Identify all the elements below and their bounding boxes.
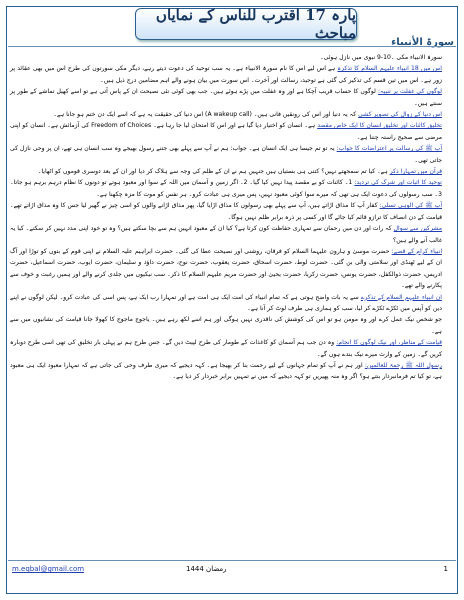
paragraph (10, 109, 442, 120)
header-divider (8, 46, 456, 47)
paragraph: سورۃ الانبیاء مکی ۔10-9 نبوی میں نازل ہوئی۔ (320, 54, 442, 61)
paragraph (10, 177, 442, 200)
footer-divider (8, 560, 456, 561)
footer-month: رمضان 1444 (186, 565, 227, 573)
email-link[interactable]: m.eqbal@gmail.com (12, 565, 85, 573)
highlight: تخلیق کائنات اور تخلیق انسان کا ایک خاص مقصد (317, 122, 443, 130)
paragraph-text: ہے۔ انسان کو اختیار دیا گیا ہے اور اس کا امتحان لیا جا رہا ہے۔ Freedom of Choices کی آزمائش ہے۔ انسان کو اپنی مرضی سے صحیح راستہ چننا ہے۔ (10, 122, 442, 141)
highlight: اس دنیا کے زوال کی تصویر کشی (358, 111, 442, 119)
paragraph: جو شخص نیک عمل کرے اور وہ مومن ہو تو اس کی کوشش کی ناقدری نہیں ہوگی اور ہم اسے لکھ رہے ہیں۔ یاجوج ماجوج کا کھولا جانا قیامت کی نشانیوں میں سے ہے۔ (10, 316, 442, 335)
highlight: مشرکین سے سوال (393, 225, 443, 233)
surah-heading: سورۃ الأنبیاء (391, 37, 454, 48)
paragraph (10, 86, 442, 109)
highlight: رسول اللہ ﷺ رحمۃ للعالمین: (364, 361, 442, 369)
highlight: اس میں 18 انبیاء علیہم السلام کا تذکرہ (337, 65, 442, 73)
paragraph-text: 1۔ کائنات کو بے مقصد پیدا نہیں کیا گیا۔ 2۔ اگر زمین و آسمان میں اللہ کے سوا اور معبود ہوتے تو دونوں کا نظام درہم برہم ہو جاتا۔ 3۔ سب رسولوں کی دعوت ایک ہی تھی کہ میرے سوا کوئی معبود نہیں، پس میری ہی عبادت کرو۔ ہر نفس کو موت کا مزہ چکھنا ہے۔ (10, 179, 442, 198)
paragraph-text: یہ تو تم جیسا ہی ایک انسان ہے۔ جواب: ہم نے آپ سے پہلے بھی جتنے رسول بھیجے وہ سب انسان ہی تھے، ان پر وحی نازل کی جاتی تھی۔ (10, 145, 442, 164)
paragraph (10, 223, 442, 246)
paragraph-text: حضرت موسیٰ و ہارون علیہما السلام کو فرقان، روشنی اور نصیحت عطا کی گئی۔ حضرت ابراہیم علیہ السلام نے اپنی قوم کے بتوں کو توڑا اور آگ ان کے لیے ٹھنڈی اور سلامتی والی بن گئی۔ حضرت لوط، حضرت اسحاق، حضرت یعقوب، حضرت نوح، حضرت داؤد و سلیمان، حضرت ایوب، حضرت اسماعیل، حضرت ادریس، حضرت ذوالکفل، حضرت یونس، حضرت زکریا، حضرت یحییٰ اور حضرت مریم علیہم السلام کا ذکر۔ سب نیکیوں میں جلدی کرنے والے اور ہمیں رغبت و خوف سے پکارنے والے تھے۔ (10, 247, 442, 290)
paragraph (10, 200, 442, 223)
paragraph (10, 120, 442, 143)
paragraph (10, 337, 442, 360)
paragraph (10, 63, 442, 86)
paragraph-text: کہ رات اور دن میں رحمان سے تمہاری حفاظت کون کرتا ہے؟ کیا ان کے معبود انہیں ہم سے بچا سکتے ہیں؟ وہ تو خود اپنی مدد نہیں کر سکتے۔ کیا یہ غالب آنے والے ہیں؟ (10, 225, 442, 244)
paragraph (10, 143, 442, 166)
paragraph-text: ہے اس لیے اس کا نام سورۃ الانبیاء ہے۔ یہ سب توحید کی دعوت دیتے رہے، دیگر مکی سورتوں کی طرح اس میں بھی عقائد پر زور ہے۔ اس میں تین قسم کی تذکیر کی گئی ہے توحید، رسالت اور آخرت۔ اس سورت میں بیان ہونے والے اہم مضامین درج ذیل ہیں۔ (10, 65, 442, 84)
paragraph-text: اور ہم نے آپ کو تمام جہانوں کے لیے رحمت بنا کر بھیجا ہے۔ کہہ دیجیے کہ میری طرف وحی کی جاتی ہے کہ تمہارا معبود ایک ہی معبود ہے، تو کیا تم فرمانبردار بنتے ہو؟ اگر وہ منہ پھیریں تو کہہ دیجیے کہ میں نے تمہیں برابر خبردار کر دیا ہے۔ (10, 361, 442, 381)
highlight: انبیاء کرام کے قصے: (391, 247, 443, 255)
paragraph-text: کہ یہ دنیا اور اس کی رونقیں فانی ہیں۔ (A wakeup call) اس دنیا کی حقیقت یہ ہے کہ اسے ایک دن ختم ہو جانا ہے۔ (53, 111, 357, 119)
article-body (10, 52, 442, 383)
paragraph (10, 292, 442, 315)
paragraph-text: لوگوں کا حساب قریب آچکا ہے اور وہ غفلت میں پڑے ہوئے ہیں۔ جب بھی کوئی نئی نصیحت ان کے پاس آتی ہے تو اسے کھیل تماشے کے طور پر سنتے ہیں۔ (10, 88, 442, 107)
page-title: پارہ 17 اقترب للناس کے نمایاں مباحث (155, 6, 356, 42)
paragraph-text: کفار آپ کا مذاق اڑاتے ہیں، آپ سے پہلے بھی رسولوں کا مذاق اڑایا گیا، پھر مذاق اڑانے والوں کو اسی چیز نے گھیر لیا جس کا وہ مذاق اڑاتے تھے۔ قیامت کے دن انصاف کا ترازو قائم کیا جائے گا اور کسی پر ذرہ برابر ظلم نہیں ہوگا۔ (10, 202, 442, 221)
paragraph-text: سے یہ بات واضح ہوتی ہے کہ تمام انبیاء کی امت ایک ہی امت ہے اور تمہارا رب ایک ہے، پس اسی کی عبادت کرو۔ لیکن لوگوں نے اپنے دین کو آپس میں ٹکڑے ٹکڑے کر لیا، سب کو ہماری ہی طرف لوٹ کر آنا ہے۔ (10, 293, 442, 312)
highlight: آپ ﷺ کی الوہی تسلی: (379, 202, 443, 210)
title-banner (135, 8, 357, 40)
paragraph (10, 246, 442, 292)
highlight: قیامت کے مناظر، اور نیک لوگوں کا انجام: (336, 339, 443, 347)
paragraph-text: وہ دن جب ہم آسمان کو کاغذات کے طومار کی طرح لپیٹ دیں گے۔ جس طرح ہم نے پہلی بار تخلیق کی تھی اسی طرح دوبارہ کریں گے۔ زمین کے وارث میرے نیک بندے ہوں گے۔ (10, 339, 442, 358)
highlight: قرآن میں تمہارا ذکر (389, 168, 442, 176)
highlight: توحید کا اثبات اور شرک کی تردید: (354, 179, 442, 187)
page-number: 1 (443, 565, 448, 573)
paragraph (10, 166, 442, 177)
highlight: ان انبیاء علیہم السلام کے تذکرے (360, 293, 443, 301)
highlight: لوگوں کی غفلت پر تنبیہ: (378, 88, 442, 96)
highlight: آپ ﷺ کی رسالت پر اعتراضات کا جواب: (336, 145, 443, 153)
paragraph (10, 360, 442, 383)
paragraph-text: ہے۔ کیا تم سمجھتے نہیں؟ کتنی ہی بستیاں ہیں جنہیں ہم نے ان کے ظلم کی وجہ سے ہلاک کر دیا اور ان کے بعد دوسری قوموں کو اٹھایا۔ (37, 168, 388, 176)
